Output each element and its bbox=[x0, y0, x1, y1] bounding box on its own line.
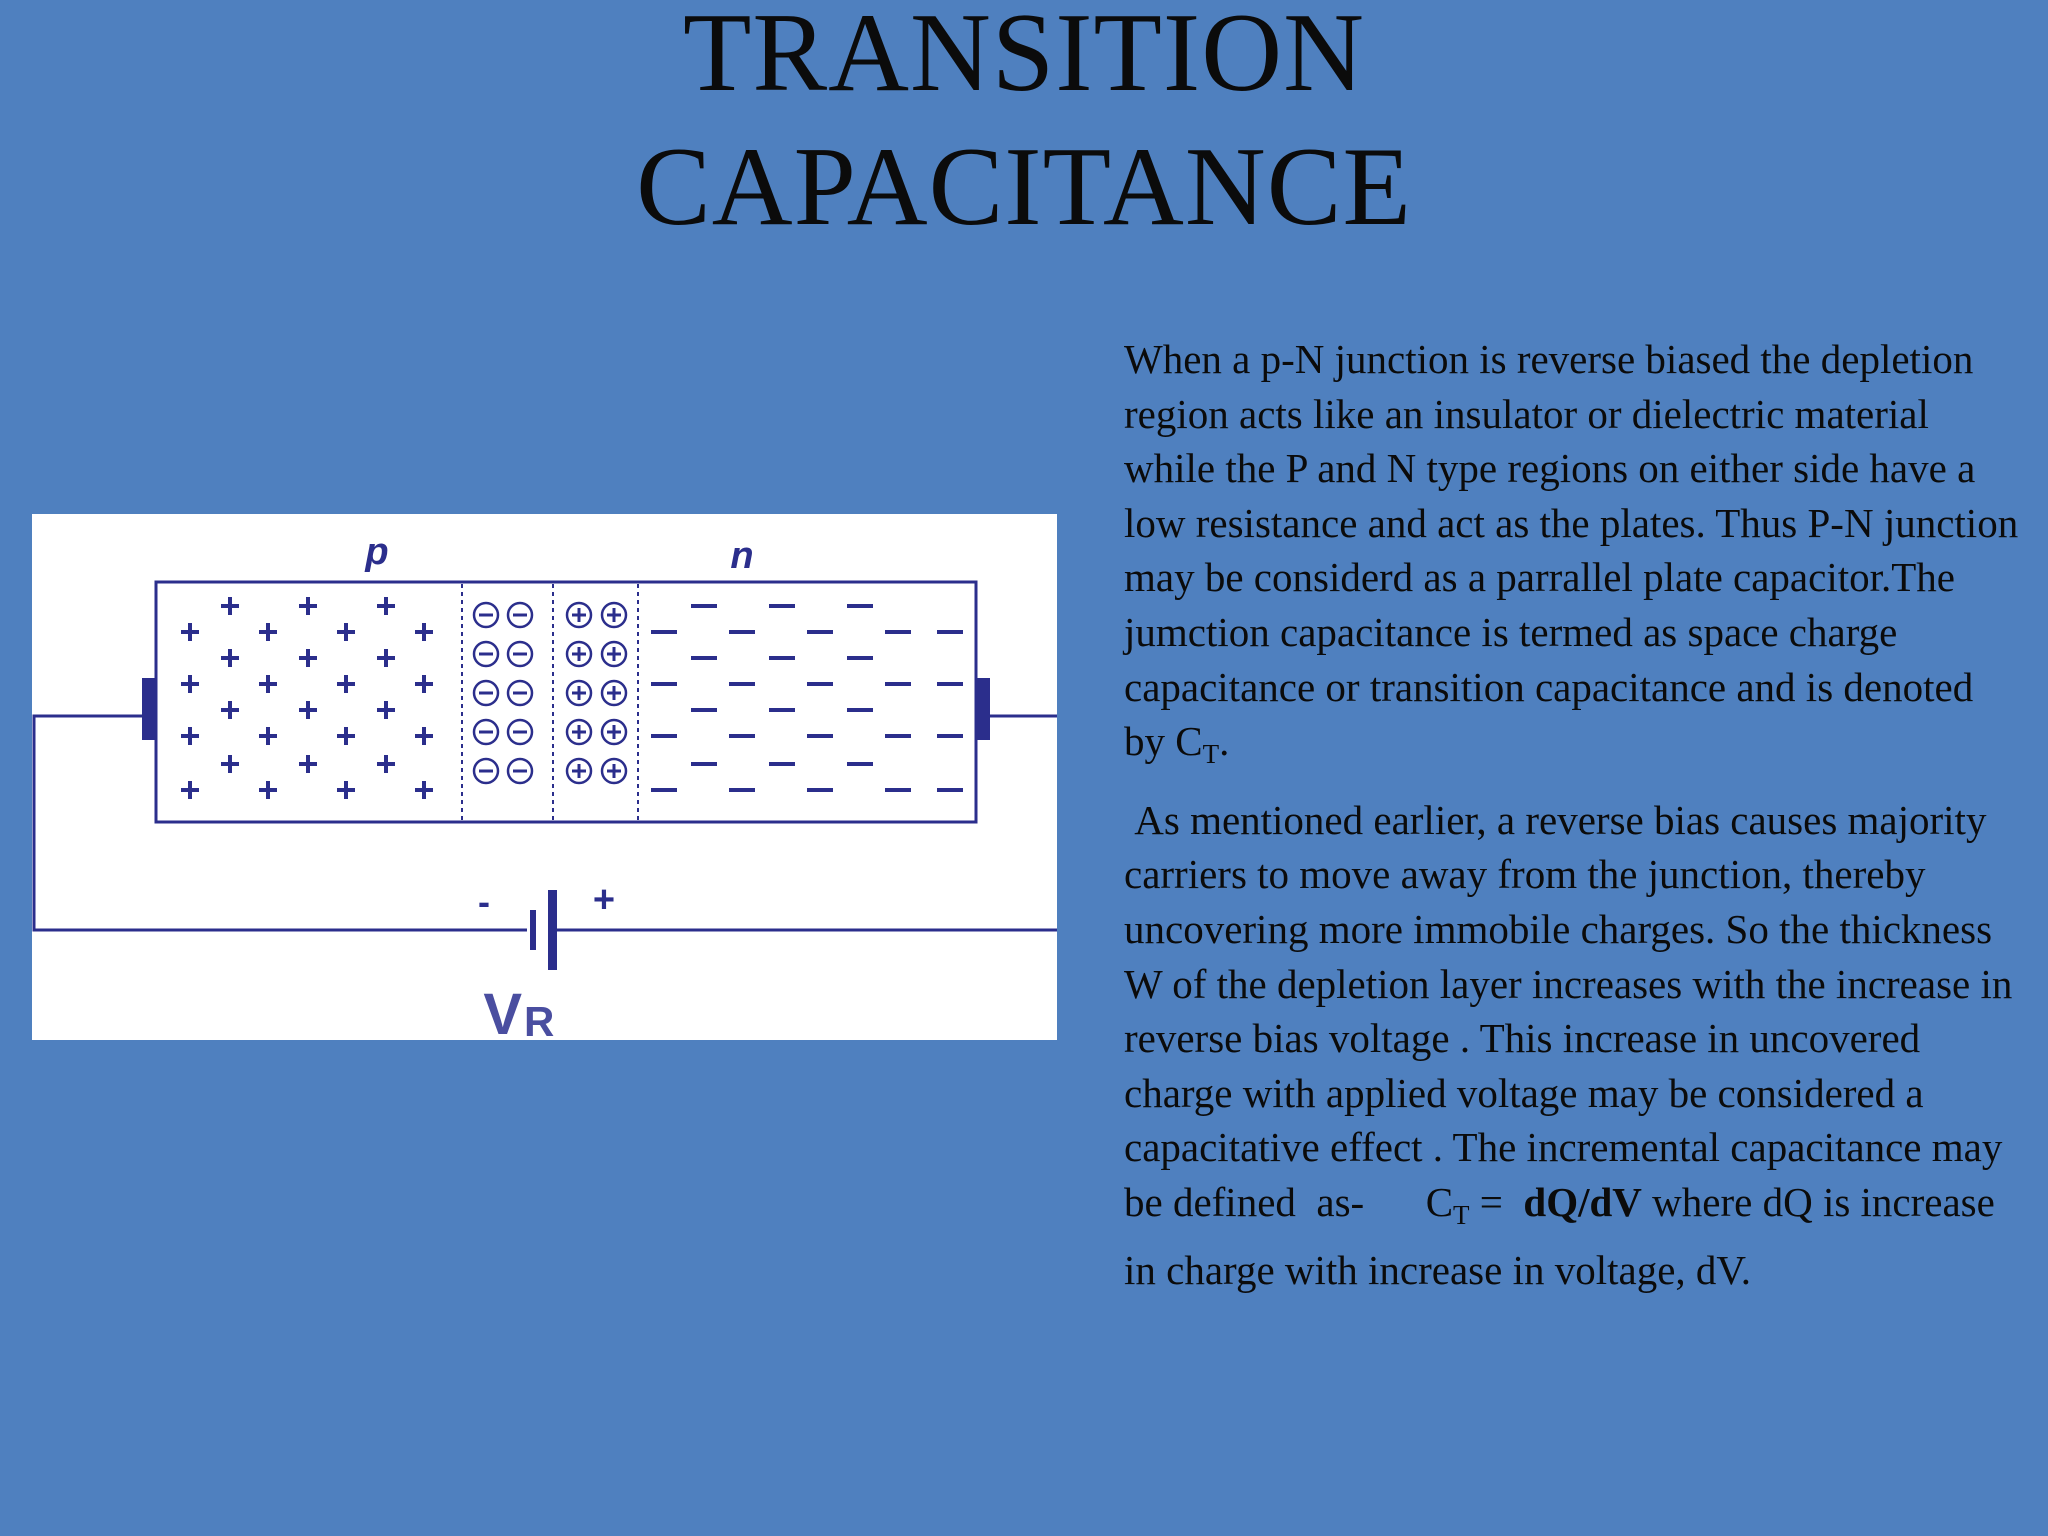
negative-ion-icon bbox=[474, 759, 498, 783]
pn-junction-diagram bbox=[32, 514, 1057, 1040]
paragraph-2 bbox=[1124, 793, 2024, 1297]
positive-charge-icon bbox=[259, 727, 277, 745]
negative-ion-icon bbox=[508, 759, 532, 783]
positive-charge-icon bbox=[299, 597, 317, 615]
right-contact bbox=[976, 678, 990, 740]
positive-charge-icon bbox=[337, 781, 355, 799]
positive-charge-icon bbox=[337, 727, 355, 745]
positive-charge-icon bbox=[221, 701, 239, 719]
positive-charge-icon bbox=[415, 675, 433, 693]
negative-ion-icon bbox=[508, 681, 532, 705]
positive-ion-icon bbox=[602, 681, 626, 705]
negative-ion-icon bbox=[474, 681, 498, 705]
positive-charge-icon bbox=[415, 623, 433, 641]
paragraph-2-equals: = bbox=[1469, 1178, 1524, 1225]
positive-charge-icon bbox=[377, 701, 395, 719]
battery-minus-sign: - bbox=[478, 881, 490, 922]
positive-charge-icon bbox=[181, 623, 199, 641]
left-contact bbox=[142, 678, 156, 740]
voltage-label-r: R bbox=[524, 998, 555, 1040]
positive-ion-icon bbox=[602, 642, 626, 666]
negative-ion-icon bbox=[474, 720, 498, 744]
negative-ion-icon bbox=[474, 603, 498, 627]
positive-charge-icon bbox=[221, 597, 239, 615]
positive-charge-icon bbox=[181, 727, 199, 745]
positive-ion-icon bbox=[567, 642, 591, 666]
n-region-label: n bbox=[730, 535, 754, 577]
negative-ion-icon bbox=[508, 642, 532, 666]
positive-ion-icon bbox=[567, 681, 591, 705]
paragraph-1-end: . bbox=[1219, 718, 1230, 765]
positive-charge-icon bbox=[299, 649, 317, 667]
positive-charge-icon bbox=[337, 623, 355, 641]
positive-charge-icon bbox=[259, 675, 277, 693]
voltage-label-v: V bbox=[483, 982, 522, 1040]
slide-title bbox=[0, 0, 2048, 254]
paragraph-1-text: When a p-N junction is reverse biased the depletion region acts like an insulator or dielectric material while the P and N type regions on either side have a low resistance and act as the plates. Thus P-N junction may be considerd as a parrallel plate capacitor.The jumction capacitance is termed as space charge capacitance or transition capacitance and is denoted by C bbox=[1124, 336, 2019, 765]
title-line-1: TRANSITION bbox=[683, 0, 1365, 115]
pn-junction-svg bbox=[32, 514, 1057, 1040]
positive-charge-icon bbox=[377, 755, 395, 773]
paragraph-2-rest: where dQ is increase in charge with increase in voltage, dV. bbox=[1124, 1178, 1995, 1293]
battery-plus-sign: + bbox=[592, 879, 616, 921]
positive-charge-icon bbox=[415, 781, 433, 799]
positive-charge-icon bbox=[259, 623, 277, 641]
negative-ion-icon bbox=[508, 720, 532, 744]
paragraph-1 bbox=[1124, 332, 2024, 782]
positive-charge-icon bbox=[337, 675, 355, 693]
positive-charge-icon bbox=[377, 649, 395, 667]
positive-charge-icon bbox=[377, 597, 395, 615]
p-region-label: p bbox=[365, 531, 389, 573]
charge-symbols bbox=[181, 597, 963, 799]
positive-ion-icon bbox=[602, 603, 626, 627]
positive-charge-icon bbox=[181, 781, 199, 799]
positive-charge-icon bbox=[181, 675, 199, 693]
positive-ion-icon bbox=[602, 759, 626, 783]
positive-charge-icon bbox=[299, 755, 317, 773]
title-line-2: CAPACITANCE bbox=[636, 125, 1412, 249]
paragraph-1-subscript: T bbox=[1202, 739, 1220, 770]
formula: dQ/dV bbox=[1523, 1178, 1642, 1225]
battery-long-plate bbox=[548, 890, 557, 970]
positive-ion-icon bbox=[567, 603, 591, 627]
positive-charge-icon bbox=[221, 755, 239, 773]
negative-ion-icon bbox=[474, 642, 498, 666]
positive-charge-icon bbox=[415, 727, 433, 745]
paragraph-2-text: As mentioned earlier, a reverse bias causes majority carriers to move away from the junction, thereby uncovering more immobile charges. So the thickness W of the depletion layer increases with the increase in reverse bias voltage . This increase in uncovered charge with applied voltage may be considered a capacitative effect . The incremental capacitance may be defined as- C bbox=[1124, 796, 2023, 1225]
positive-charge-icon bbox=[299, 701, 317, 719]
positive-charge-icon bbox=[259, 781, 277, 799]
junction-outline bbox=[156, 582, 976, 822]
positive-ion-icon bbox=[602, 720, 626, 744]
positive-charge-icon bbox=[221, 649, 239, 667]
body-text bbox=[1124, 332, 2024, 1297]
positive-ion-icon bbox=[567, 759, 591, 783]
negative-ion-icon bbox=[508, 603, 532, 627]
positive-ion-icon bbox=[567, 720, 591, 744]
paragraph-2-subscript: T bbox=[1453, 1199, 1470, 1230]
battery-short-plate bbox=[530, 910, 536, 950]
